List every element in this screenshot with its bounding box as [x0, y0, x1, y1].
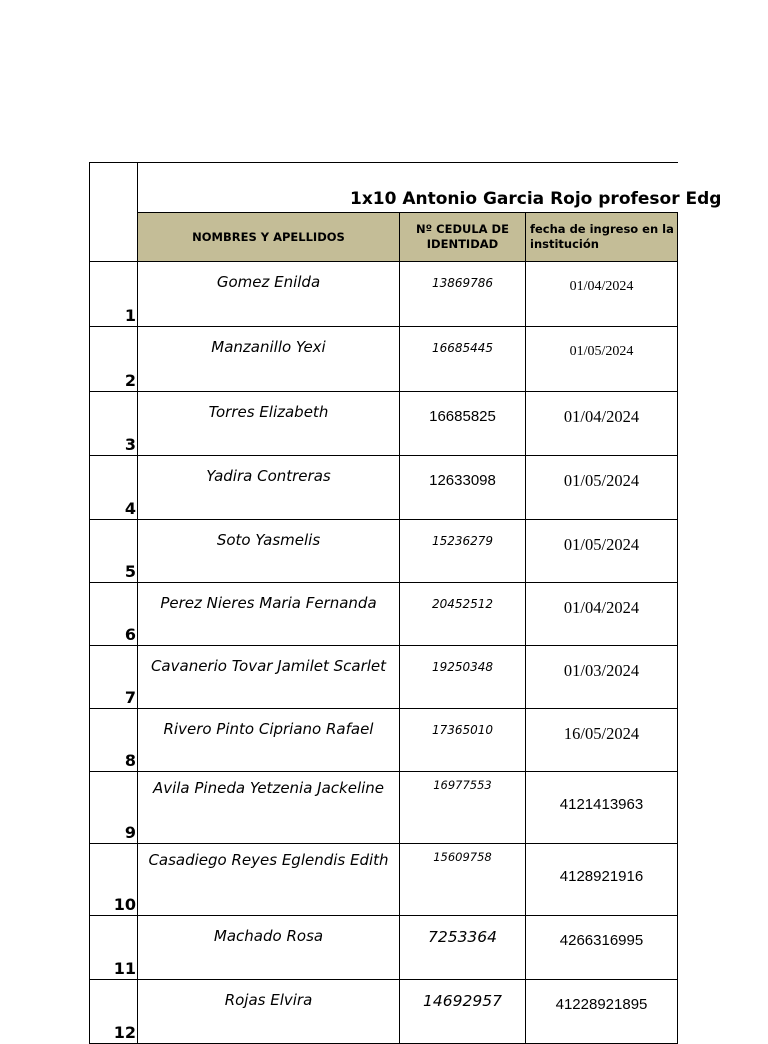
title-row	[90, 163, 678, 213]
phone-value: 4128921916	[526, 844, 678, 916]
table-row	[90, 327, 678, 392]
cedula-value: 14692957	[400, 980, 526, 1044]
header-name: NOMBRES Y APELLIDOS	[138, 213, 400, 262]
date-value: 01/05/2024	[526, 520, 678, 583]
table-row	[90, 772, 678, 844]
date-value: 01/04/2024	[526, 262, 678, 327]
phone-value: 4266316995	[526, 916, 678, 980]
header-date: fecha de ingreso en la institución	[526, 213, 678, 262]
person-name: Perez Nieres Maria Fernanda	[138, 583, 400, 646]
person-name: Torres Elizabeth	[138, 392, 400, 456]
personnel-table	[89, 162, 722, 1044]
table-row	[90, 646, 678, 709]
date-value: 01/04/2024	[526, 583, 678, 646]
row-number: 11	[90, 916, 138, 980]
table-row	[90, 916, 678, 980]
table-row	[90, 456, 678, 520]
spreadsheet-table-container	[89, 162, 722, 1042]
sheet-title: 1x10 Antonio Garcia Rojo profesor Edg	[138, 163, 678, 213]
phone-value: 4121413963	[526, 772, 678, 844]
date-value: 01/05/2024	[526, 327, 678, 392]
person-name: Rivero Pinto Cipriano Rafael	[138, 709, 400, 772]
person-name: Gomez Enilda	[138, 262, 400, 327]
person-name: Casadiego Reyes Eglendis Edith	[138, 844, 400, 916]
cedula-value: 17365010	[400, 709, 526, 772]
cedula-value: 7253364	[400, 916, 526, 980]
row-number: 4	[90, 456, 138, 520]
cedula-value: 15609758	[400, 844, 526, 916]
table-row	[90, 980, 678, 1044]
header-row	[90, 213, 678, 262]
table-row	[90, 392, 678, 456]
number-column-header	[90, 163, 138, 262]
row-number: 5	[90, 520, 138, 583]
cedula-value: 16685445	[400, 327, 526, 392]
person-name: Avila Pineda Yetzenia Jackeline	[138, 772, 400, 844]
row-number: 2	[90, 327, 138, 392]
row-number: 1	[90, 262, 138, 327]
cedula-value: 15236279	[400, 520, 526, 583]
person-name: Yadira Contreras	[138, 456, 400, 520]
cedula-value: 20452512	[400, 583, 526, 646]
cedula-value: 19250348	[400, 646, 526, 709]
row-number: 7	[90, 646, 138, 709]
table-row	[90, 709, 678, 772]
cedula-value: 13869786	[400, 262, 526, 327]
date-value: 16/05/2024	[526, 709, 678, 772]
row-number: 9	[90, 772, 138, 844]
row-number: 3	[90, 392, 138, 456]
person-name: Cavanerio Tovar Jamilet Scarlet	[138, 646, 400, 709]
table-row	[90, 262, 678, 327]
person-name: Manzanillo Yexi	[138, 327, 400, 392]
date-value: 01/04/2024	[526, 392, 678, 456]
row-number: 8	[90, 709, 138, 772]
row-number: 12	[90, 980, 138, 1044]
date-value: 01/03/2024	[526, 646, 678, 709]
person-name: Soto Yasmelis	[138, 520, 400, 583]
phone-value: 41228921895	[526, 980, 678, 1044]
cedula-value: 16977553	[400, 772, 526, 844]
person-name: Machado Rosa	[138, 916, 400, 980]
date-value: 01/05/2024	[526, 456, 678, 520]
cedula-value: 16685825	[400, 392, 526, 456]
table-row	[90, 520, 678, 583]
row-number: 6	[90, 583, 138, 646]
header-cedula: Nº CEDULA DE IDENTIDAD	[400, 213, 526, 262]
row-number: 10	[90, 844, 138, 916]
person-name: Rojas Elvira	[138, 980, 400, 1044]
cedula-value: 12633098	[400, 456, 526, 520]
table-row	[90, 583, 678, 646]
table-row	[90, 844, 678, 916]
